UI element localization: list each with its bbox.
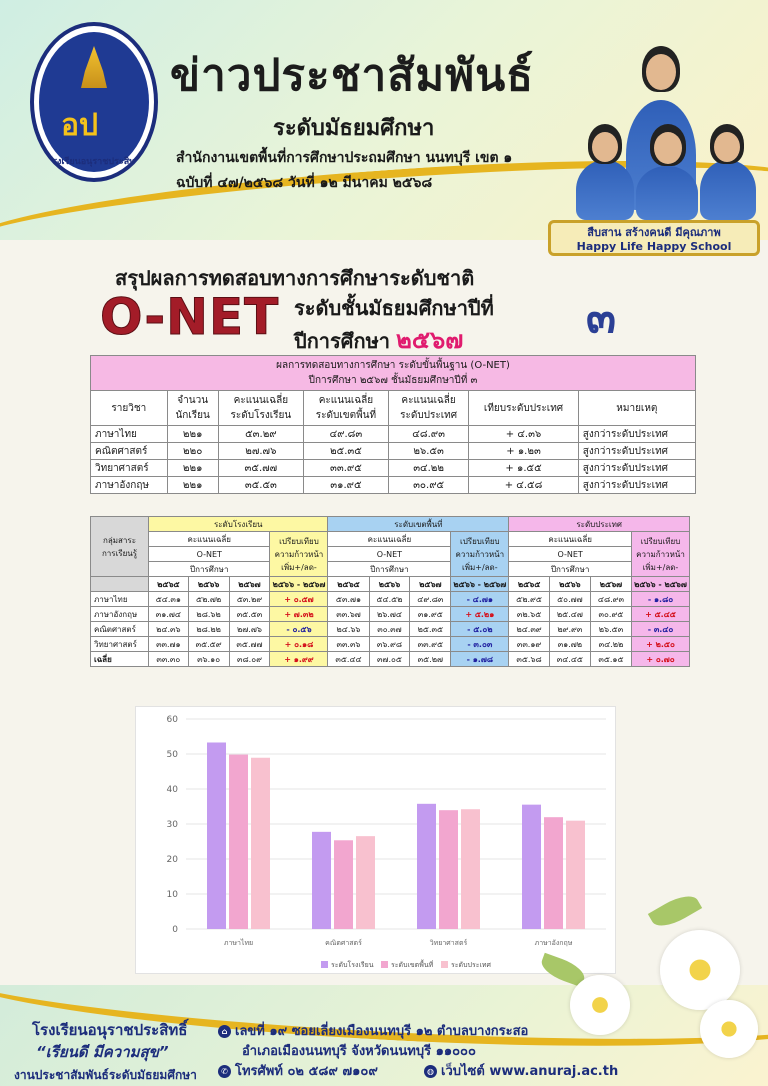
- score-cell: ๒๘.๒๒: [188, 622, 229, 637]
- grade-level-label: ระดับชั้นมัธยมศึกษาปีที่: [294, 296, 494, 320]
- flower-decoration: [700, 1000, 758, 1058]
- score-cell: ๒๔.๓๖: [149, 622, 189, 637]
- onet-label-area: O-NET: [328, 547, 451, 562]
- score-cell: ๕๐.๗๗: [549, 592, 590, 607]
- slogan-line-1: สืบสาน สร้างคนดี มีคุณภาพ: [587, 226, 721, 239]
- table1-cell: ๓๐.๙๕: [388, 477, 469, 494]
- diff-cell: - ๑.๗๘: [451, 652, 509, 667]
- year-nation-0: ๒๕๖๕: [509, 577, 550, 592]
- table1-cell: สูงกว่าระดับประเทศ: [578, 443, 695, 460]
- score-cell: ๓๖.๙๘: [369, 637, 410, 652]
- diff-cell: + ๗.๓๒: [270, 607, 328, 622]
- table-row: [91, 426, 696, 443]
- table1-cell: ๒๕.๓๕: [304, 443, 389, 460]
- score-cell: ๓๓.๓๖: [328, 637, 369, 652]
- year-label-school: ปีการศึกษา: [149, 562, 270, 577]
- score-cell: ๓๓.๓๐: [149, 652, 189, 667]
- year-row-blank: [91, 577, 149, 592]
- logo-text: โรงเรียนอนุราชประสิทธิ์: [47, 157, 141, 167]
- bar: [229, 755, 248, 929]
- legend-swatch: [321, 961, 328, 968]
- score-cell: ๓๐.๓๗: [369, 622, 410, 637]
- year-label: ปีการศึกษา: [294, 329, 390, 353]
- table1-cell: ๓๔.๒๒: [388, 460, 469, 477]
- bar: [356, 836, 375, 929]
- subject-name: เฉลี่ย: [91, 652, 149, 667]
- chart-svg: [136, 707, 617, 975]
- score-bar-chart: [135, 706, 616, 974]
- subject-name: ภาษาไทย: [91, 592, 149, 607]
- score-cell: ๓๕.๕๓: [229, 607, 270, 622]
- page-subtitle: ระดับมัธยมศึกษา: [273, 116, 435, 141]
- compare-label-school: เปรียบเทียบ ความก้าวหน้า เพิ่ม+/ลด-: [270, 532, 328, 577]
- table1-cell: ๒๒๑: [167, 426, 218, 443]
- subject-name: วิทยาศาสตร์: [91, 637, 149, 652]
- score-cell: ๓๔.๒๒: [590, 637, 631, 652]
- y-tick-label: 10: [166, 890, 178, 900]
- diff-cell: + ๕.๔๕: [632, 607, 690, 622]
- score-cell: ๓๗.๐๕: [369, 652, 410, 667]
- diff-cell: + ๕.๒๑: [451, 607, 509, 622]
- score-cell: ๓๕.๒๗: [410, 652, 451, 667]
- score-cell: ๓๕.๑๕: [590, 652, 631, 667]
- table1-cell: + ๑.๒๓: [469, 443, 578, 460]
- table1-cell: คณิตศาสตร์: [91, 443, 168, 460]
- x-tick-label: ภาษาอังกฤษ: [534, 939, 573, 947]
- footer-school-name: โรงเรียนอนุราชประสิทธิ์: [32, 1021, 188, 1039]
- bar: [417, 804, 436, 929]
- legend-label: ระดับโรงเรียน: [331, 961, 374, 969]
- grade-number: ๓: [586, 292, 617, 343]
- diff-cell: - ๕.๐๒: [451, 622, 509, 637]
- footer-website: [424, 1060, 618, 1081]
- score-cell: ๓๓.๖๗: [328, 607, 369, 622]
- bar: [312, 832, 331, 929]
- bar: [334, 840, 353, 929]
- diff-cell: - ๐.๕๖: [270, 622, 328, 637]
- bar: [439, 810, 458, 929]
- slogan-line-2: Happy Life Happy School: [576, 240, 732, 253]
- diff-cell: + ๐.๑๘: [270, 637, 328, 652]
- diff-label-area: ๒๕๖๖ - ๒๕๖๗: [451, 577, 509, 592]
- footer-address-1: [218, 1020, 528, 1041]
- onet-summary-table: [90, 355, 696, 494]
- avg-label-school: คะแนนเฉลี่ย: [149, 532, 270, 547]
- phone-icon: ✆: [218, 1065, 231, 1078]
- score-cell: ๓๓.๙๕: [410, 637, 451, 652]
- x-tick-label: คณิตศาสตร์: [325, 939, 362, 947]
- score-cell: ๔๘.๙๓: [590, 592, 631, 607]
- compare-label-nation: เปรียบเทียบ ความก้าวหน้า เพิ่ม+/ลด-: [632, 532, 690, 577]
- score-cell: ๕๒.๗๒: [188, 592, 229, 607]
- table1-cell: ๒๒๑: [167, 460, 218, 477]
- table1-title-line-2: ปีการศึกษา ๒๕๖๗ ชั้นมัธยมศึกษาปีที่ ๓: [308, 375, 478, 386]
- diff-cell: - ๓.๔๐: [632, 622, 690, 637]
- address-line-1: เลขที่ ๑๙ ซอยเลี่ยงเมืองนนทบุรี ๑๒ ตำบลบางกระสอ: [235, 1024, 529, 1039]
- issue-info: ฉบับที่ ๔๗/๒๕๖๘ วันที่ ๑๒ มีนาคม ๒๕๖๘: [176, 175, 433, 191]
- score-cell: ๒๔.๓๙: [509, 622, 550, 637]
- score-cell: ๒๔.๖๖: [328, 622, 369, 637]
- table1-cell: ๓๕.๗๗: [218, 460, 303, 477]
- score-cell: ๓๕.๖๘: [509, 652, 550, 667]
- subject-name: ภาษาอังกฤษ: [91, 607, 149, 622]
- page-title: ข่าวประชาสัมพันธ์: [170, 50, 535, 101]
- onet-label-school: O-NET: [149, 547, 270, 562]
- onet-label-nation: O-NET: [509, 547, 632, 562]
- score-cell: ๒๖.๕๓: [590, 622, 631, 637]
- table1-cell: สูงกว่าระดับประเทศ: [578, 477, 695, 494]
- year-nation-2: ๒๕๖๗: [590, 577, 631, 592]
- table1-cell: ๔๙.๘๓: [304, 426, 389, 443]
- school-logo: [30, 22, 158, 182]
- table1-cell: ๒๗.๗๖: [218, 443, 303, 460]
- table1-cell: ๓๓.๙๕: [304, 460, 389, 477]
- table1-cell: ภาษาไทย: [91, 426, 168, 443]
- score-cell: ๒๕.๔๗: [549, 607, 590, 622]
- y-tick-label: 20: [166, 855, 178, 865]
- table1-header-4: คะแนนเฉลี่ย ระดับประเทศ: [388, 391, 469, 426]
- year-school-0: ๒๕๖๕: [149, 577, 189, 592]
- score-cell: ๒๕.๓๕: [410, 622, 451, 637]
- table1-header-0: รายวิชา: [91, 391, 168, 426]
- bar: [207, 742, 226, 929]
- avg-label-area: คะแนนเฉลี่ย: [328, 532, 451, 547]
- logo-mark: อป: [61, 108, 99, 143]
- diff-cell: + ๐.๗๐: [632, 652, 690, 667]
- table-row: [91, 443, 696, 460]
- table1-cell: ๕๓.๒๙: [218, 426, 303, 443]
- score-cell: ๕๒.๙๕: [509, 592, 550, 607]
- banner-headline: สรุปผลการทดสอบทางการศึกษาระดับชาติ: [115, 266, 475, 290]
- y-tick-label: 0: [172, 925, 178, 935]
- table1-cell: ๒๒๐: [167, 443, 218, 460]
- academic-year: [294, 320, 463, 359]
- score-cell: ๒๗.๗๖: [229, 622, 270, 637]
- home-icon: ⌂: [218, 1025, 231, 1038]
- onet-comparison-table: [90, 516, 690, 667]
- onet-title: O-NET: [100, 288, 280, 346]
- table1-cell: ๔๘.๙๓: [388, 426, 469, 443]
- table-row: [91, 607, 690, 622]
- x-tick-label: วิทยาศาสตร์: [429, 939, 468, 947]
- diff-cell: - ๔.๗๑: [451, 592, 509, 607]
- score-cell: ๓๓.๑๙: [509, 637, 550, 652]
- table1-header-2: คะแนนเฉลี่ย ระดับโรงเรียน: [218, 391, 303, 426]
- year-area-0: ๒๕๖๕: [328, 577, 369, 592]
- y-tick-label: 50: [166, 750, 178, 760]
- year-area-2: ๒๕๖๗: [410, 577, 451, 592]
- flower-decoration: [570, 975, 630, 1035]
- x-tick-label: ภาษาไทย: [223, 939, 254, 947]
- table1-cell: ๒๖.๕๓: [388, 443, 469, 460]
- score-cell: ๔๙.๘๓: [410, 592, 451, 607]
- score-cell: ๓๘.๐๙: [229, 652, 270, 667]
- table-row: [91, 460, 696, 477]
- bar: [544, 817, 563, 929]
- year-value: ๒๕๖๗: [396, 326, 464, 354]
- year-nation-1: ๒๕๖๖: [549, 577, 590, 592]
- diff-cell: - ๑.๘๐: [632, 592, 690, 607]
- score-cell: ๓๒.๖๕: [509, 607, 550, 622]
- table1-cell: ภาษาอังกฤษ: [91, 477, 168, 494]
- diff-cell: + ๐.๕๗: [270, 592, 328, 607]
- crown-icon: [81, 46, 107, 88]
- table1-cell: ๒๒๑: [167, 477, 218, 494]
- table1-title: [91, 356, 696, 391]
- table1-cell: ๓๕.๕๓: [218, 477, 303, 494]
- diff-cell: + ๒.๕๐: [632, 637, 690, 652]
- table1-cell: + ๔.๓๖: [469, 426, 578, 443]
- flower-decoration: [660, 930, 740, 1010]
- footer-phone: [218, 1060, 378, 1081]
- office-name: สำนักงานเขตพื้นที่การศึกษาประถมศึกษา นนทบุรี เขต ๑: [176, 150, 513, 166]
- diff-label-nation: ๒๕๖๖ - ๒๕๖๗: [632, 577, 690, 592]
- year-school-1: ๒๕๖๖: [188, 577, 229, 592]
- group-label: กลุ่มสาระ การเรียนรู้: [91, 517, 149, 577]
- score-cell: ๓๖.๑๐: [188, 652, 229, 667]
- table1-cell: ๓๑.๙๕: [304, 477, 389, 494]
- footer-address-2: อำเภอเมืองนนทบุรี จังหวัดนนทบุรี ๑๑๐๐๐: [242, 1044, 476, 1059]
- score-cell: ๓๑.๙๕: [410, 607, 451, 622]
- table1-header-6: หมายเหตุ: [578, 391, 695, 426]
- website-text: เว็บไซต์ www.anuraj.ac.th: [441, 1064, 619, 1079]
- avg-label-nation: คะแนนเฉลี่ย: [509, 532, 632, 547]
- table1-header-1: จำนวน นักเรียน: [167, 391, 218, 426]
- score-cell: ๒๙.๙๓: [549, 622, 590, 637]
- score-cell: ๓๑.๗๒: [549, 637, 590, 652]
- score-cell: ๓๕.๔๔: [328, 652, 369, 667]
- globe-icon: ◍: [424, 1065, 437, 1078]
- bar: [251, 758, 270, 929]
- y-tick-label: 40: [166, 785, 178, 795]
- score-cell: ๕๓.๒๙: [229, 592, 270, 607]
- bar: [566, 821, 585, 929]
- footer-motto: “เรียนดี มีความสุข”: [36, 1043, 169, 1061]
- bar: [461, 809, 480, 929]
- table1-header-3: คะแนนเฉลี่ย ระดับเขตพื้นที่: [304, 391, 389, 426]
- score-cell: ๓๔.๔๕: [549, 652, 590, 667]
- score-cell: ๓๓.๗๑: [149, 637, 189, 652]
- year-school-2: ๒๕๖๗: [229, 577, 270, 592]
- diff-label-school: ๒๕๖๖ - ๒๕๖๗: [270, 577, 328, 592]
- table-row: [91, 477, 696, 494]
- level-nation-header: ระดับประเทศ: [509, 517, 690, 532]
- year-label-nation: ปีการศึกษา: [509, 562, 632, 577]
- table-row: [91, 652, 690, 667]
- y-tick-label: 60: [166, 715, 178, 725]
- score-cell: ๕๔.๓๑: [149, 592, 189, 607]
- table1-title-line-1: ผลการทดสอบทางการศึกษา ระดับขั้นพื้นฐาน (O-NET): [276, 360, 510, 371]
- score-cell: ๒๘.๖๒: [188, 607, 229, 622]
- subject-name: คณิตศาสตร์: [91, 622, 149, 637]
- score-cell: ๕๓.๗๑: [328, 592, 369, 607]
- bar: [522, 805, 541, 929]
- y-tick-label: 30: [166, 820, 178, 830]
- diff-cell: + ๑.๙๙: [270, 652, 328, 667]
- table1-cell: วิทยาศาสตร์: [91, 460, 168, 477]
- score-cell: ๓๕.๗๗: [229, 637, 270, 652]
- phone-text: โทรศัพท์ ๐๒ ๕๘๙ ๗๑๐๙: [235, 1064, 378, 1079]
- table-row: [91, 592, 690, 607]
- legend-label: ระดับเขตพื้นที่: [391, 961, 434, 969]
- legend-swatch: [441, 961, 448, 968]
- diff-cell: - ๓.๐๓: [451, 637, 509, 652]
- footer-department: งานประชาสัมพันธ์ระดับมัธยมศึกษา: [14, 1068, 197, 1082]
- slogan-badge: [548, 220, 760, 256]
- table1-cell: สูงกว่าระดับประเทศ: [578, 426, 695, 443]
- table1-cell: + ๑.๕๕: [469, 460, 578, 477]
- table1-cell: + ๔.๕๘: [469, 477, 578, 494]
- table-row: [91, 637, 690, 652]
- score-cell: ๕๔.๕๒: [369, 592, 410, 607]
- table1-header-5: เทียบระดับประเทศ: [469, 391, 578, 426]
- score-cell: ๓๕.๕๙: [188, 637, 229, 652]
- legend-label: ระดับประเทศ: [451, 961, 491, 969]
- level-area-header: ระดับเขตพื้นที่: [328, 517, 509, 532]
- level-school-header: ระดับโรงเรียน: [149, 517, 328, 532]
- score-cell: ๒๖.๗๔: [369, 607, 410, 622]
- year-area-1: ๒๕๖๖: [369, 577, 410, 592]
- score-cell: ๓๐.๙๕: [590, 607, 631, 622]
- legend-swatch: [381, 961, 388, 968]
- compare-label-area: เปรียบเทียบ ความก้าวหน้า เพิ่ม+/ลด-: [451, 532, 509, 577]
- table1-cell: สูงกว่าระดับประเทศ: [578, 460, 695, 477]
- table-row: [91, 622, 690, 637]
- staff-photo: [576, 40, 756, 220]
- score-cell: ๓๑.๗๔: [149, 607, 189, 622]
- year-label-area: ปีการศึกษา: [328, 562, 451, 577]
